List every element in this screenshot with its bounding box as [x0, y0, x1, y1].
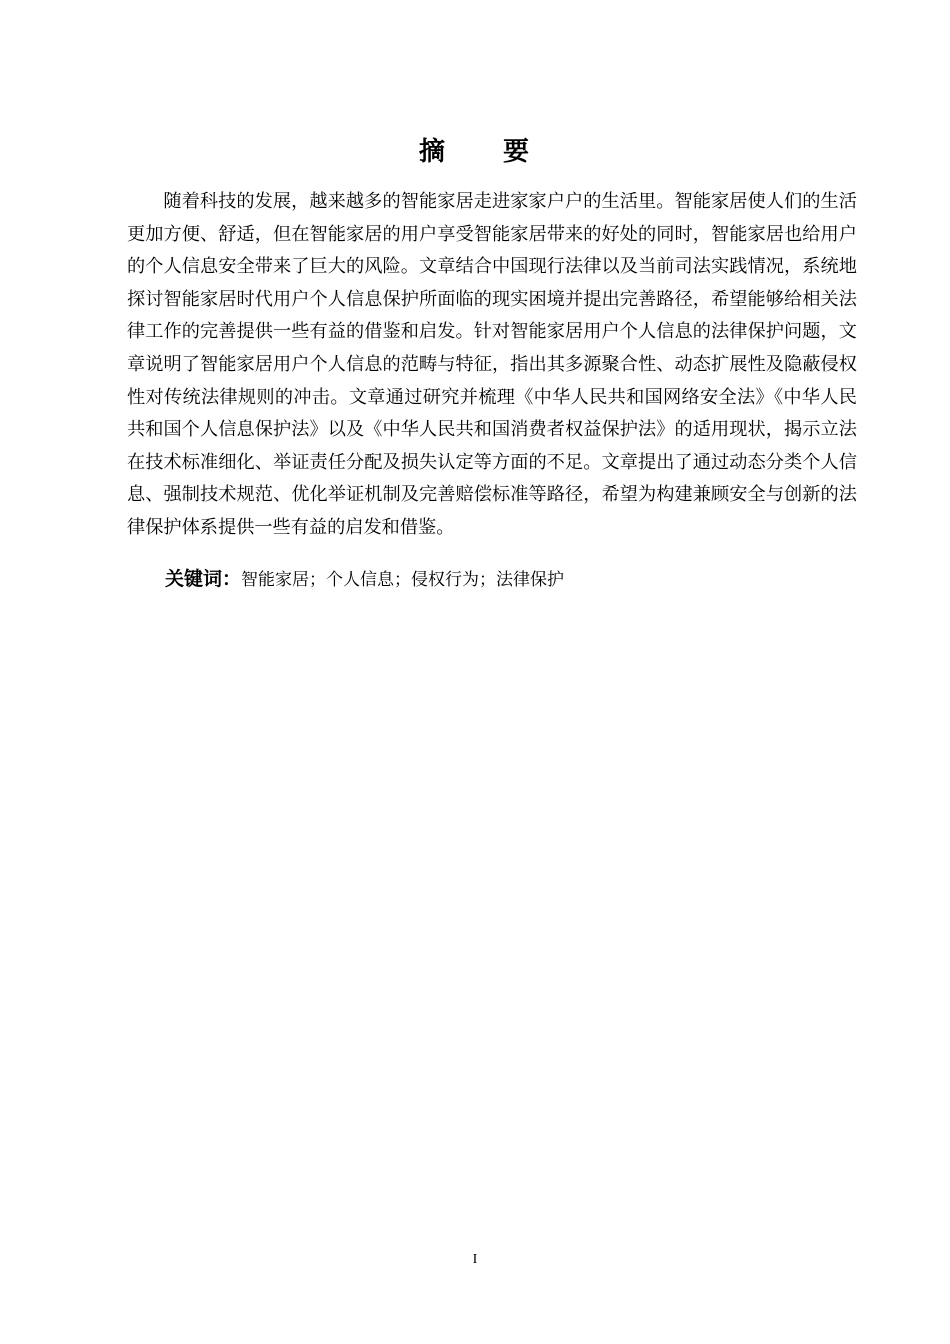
keywords-text: 智能家居；个人信息；侵权行为；法律保护 [241, 570, 565, 590]
page-number: I [472, 1252, 478, 1267]
abstract-title: 摘 要 [418, 137, 531, 167]
abstract-body: 随着科技的发展，越来越多的智能家居走进家家户户的生活里。智能家居使人们的生活更加方便、舒适，但在智能家居的用户享受智能家居带来的好处的同时，智能家居也给用户的个人信息安全带来了巨大的风险。文章结合中国现行法律以及当前司法实践情况，系统地探讨智能家居时代用户个人信息保护所面临的现实困境并提出完善路径，希望能够给相关法律工作的完善提供一些有益的借鉴和启发。针对智能家居用户个人信息的法律保护问题，文章说明了智能家居用户个人信息的范畴与特征，指出其多源聚合性、动态扩展性及隐蔽侵权性对传统法律规则的冲击。文章通过研究并梳理《中华人民共和国网络安全法》《中华人民共和国个人信息保护法》以及《中华人民共和国消费者权益保护法》的适用现状，揭示立法在技术标准细化、举证责任分配及损失认定等方面的不足。文章提出了通过动态分类个人信息、强制技术规范、优化举证机制及完善赔偿标准等路径，希望为构建兼顾安全与创新的法律保护体系提供一些有益的启发和借鉴。 [127, 191, 857, 538]
keywords-line [165, 564, 855, 595]
keywords-label: 关键词： [165, 568, 242, 590]
